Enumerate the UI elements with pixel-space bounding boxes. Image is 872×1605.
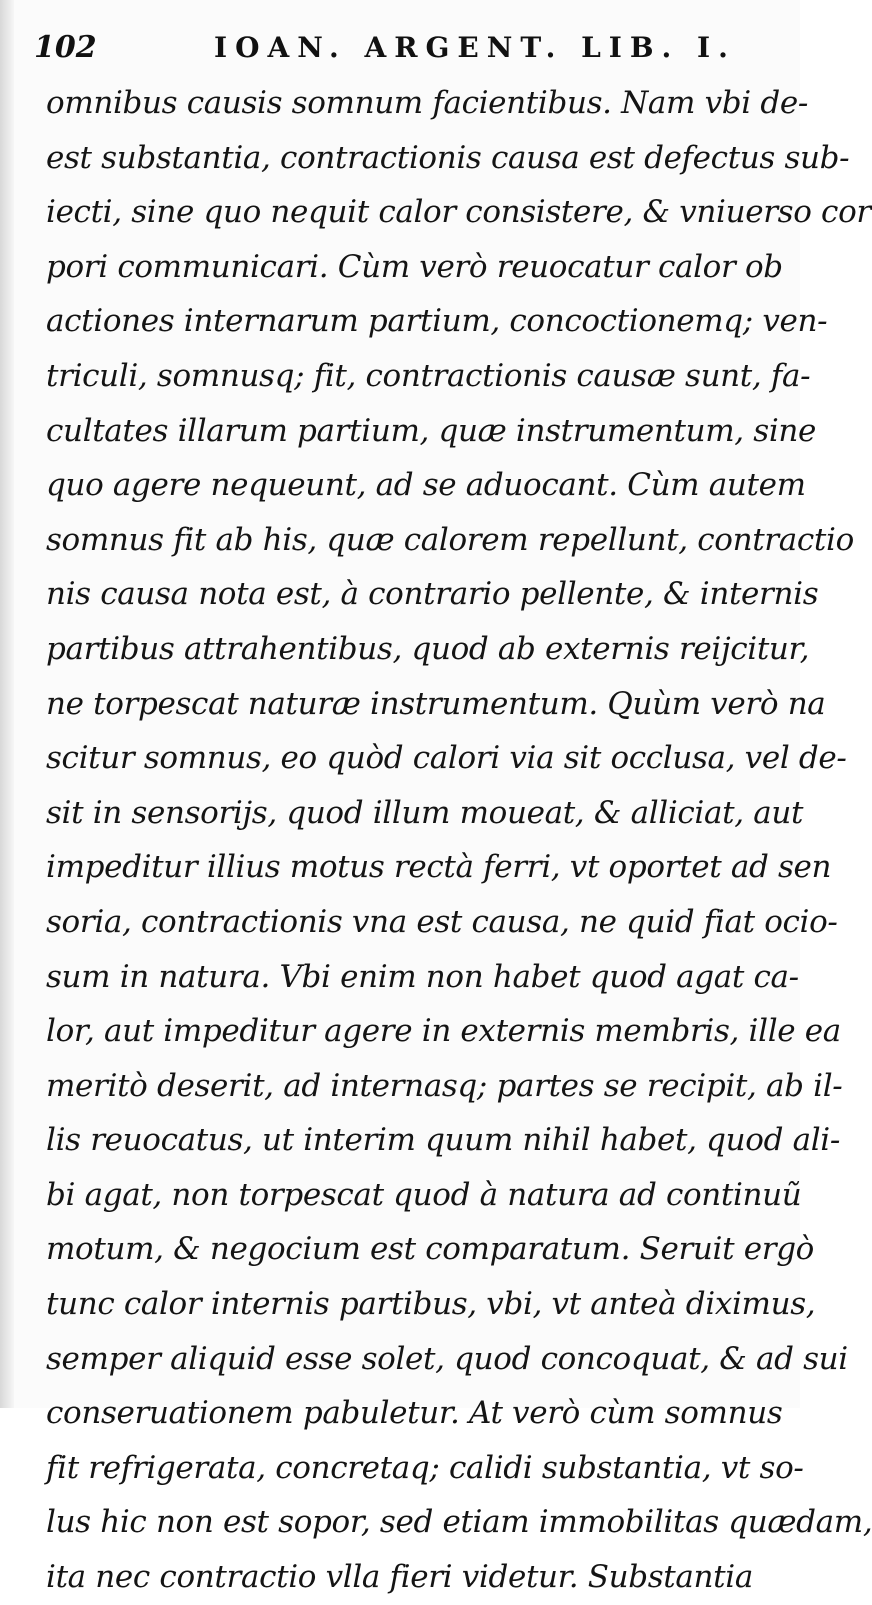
text-line: ita nec contractio vlla fieri videtur. Substantia (46, 1559, 753, 1596)
text-line: scitur somnus, eo quòd calori via sit occlusa, vel de- (46, 740, 847, 777)
text-line: omnibus causis somnum facientibus. Nam vbi de- (46, 85, 808, 121)
text-line: fit refrigerata, concretaq; calidi substantia, vt so- (46, 1449, 804, 1486)
text-line: pori communicari. Cùm verò reuocatur calor ob (46, 248, 783, 285)
text-line: impeditur illius motus rectà ferri, vt oportet ad sen (46, 849, 832, 886)
text-line: somnus fit ab his, quæ calorem repellunt, contractio (46, 521, 854, 558)
body-text (46, 76, 872, 1605)
text-line: ne torpescat naturæ instrumentum. Quùm verò na (46, 685, 826, 722)
page-number: 102 (34, 30, 97, 65)
text-line: sit in sensorijs, quod illum moueat, & alliciat, aut (46, 794, 804, 831)
text-line: triculi, somnusq; fit, contractionis causæ sunt, fa- (46, 357, 811, 394)
running-title: IOAN. ARGENT. LIB. I. (214, 31, 736, 64)
text-line: partibus attrahentibus, quod ab externis reijcitur, (46, 630, 810, 667)
text-line: nis causa nota est, à contrario pellente, & internis (46, 576, 819, 613)
text-line: motum, & negocium est comparatum. Seruit ergò (46, 1231, 814, 1268)
page-gutter-shadow (0, 0, 14, 1408)
text-line: lis reuocatus, ut interim quum nihil habet, quod ali- (46, 1122, 840, 1159)
text-line: quo agere nequeunt, ad se aduocant. Cùm autem (46, 467, 806, 504)
text-line: sum in natura. Vbi enim non habet quod agat ca- (46, 958, 799, 995)
text-line: lus hic non est sopor, sed etiam immobilitas quædam, (46, 1504, 872, 1541)
text-line: soria, contractionis vna est causa, ne quid fiat ocio- (46, 903, 838, 940)
text-line: cultates illarum partium, quæ instrumentum, sine (46, 412, 816, 449)
text-line: bi agat, non torpescat quod à natura ad continuũ (46, 1176, 802, 1213)
running-head (34, 26, 754, 70)
text-line: actiones internarum partium, concoctionemq; ven- (46, 303, 828, 340)
text-line: tunc calor internis partibus, vbi, vt anteà diximus, (46, 1286, 816, 1323)
text-line: meritò deserit, ad internasq; partes se recipit, ab il- (46, 1067, 843, 1104)
text-line: est substantia, contractionis causa est defectus sub- (46, 139, 850, 176)
text-line: lor, aut impeditur agere in externis membris, ille ea (46, 1013, 841, 1050)
text-line: semper aliquid esse solet, quod concoquat, & ad sui (46, 1340, 848, 1377)
text-line: conseruationem pabuletur. At verò cùm somnus (46, 1395, 783, 1432)
text-line: iecti, sine quo nequit calor consistere, & vniuerso cor (46, 194, 871, 231)
